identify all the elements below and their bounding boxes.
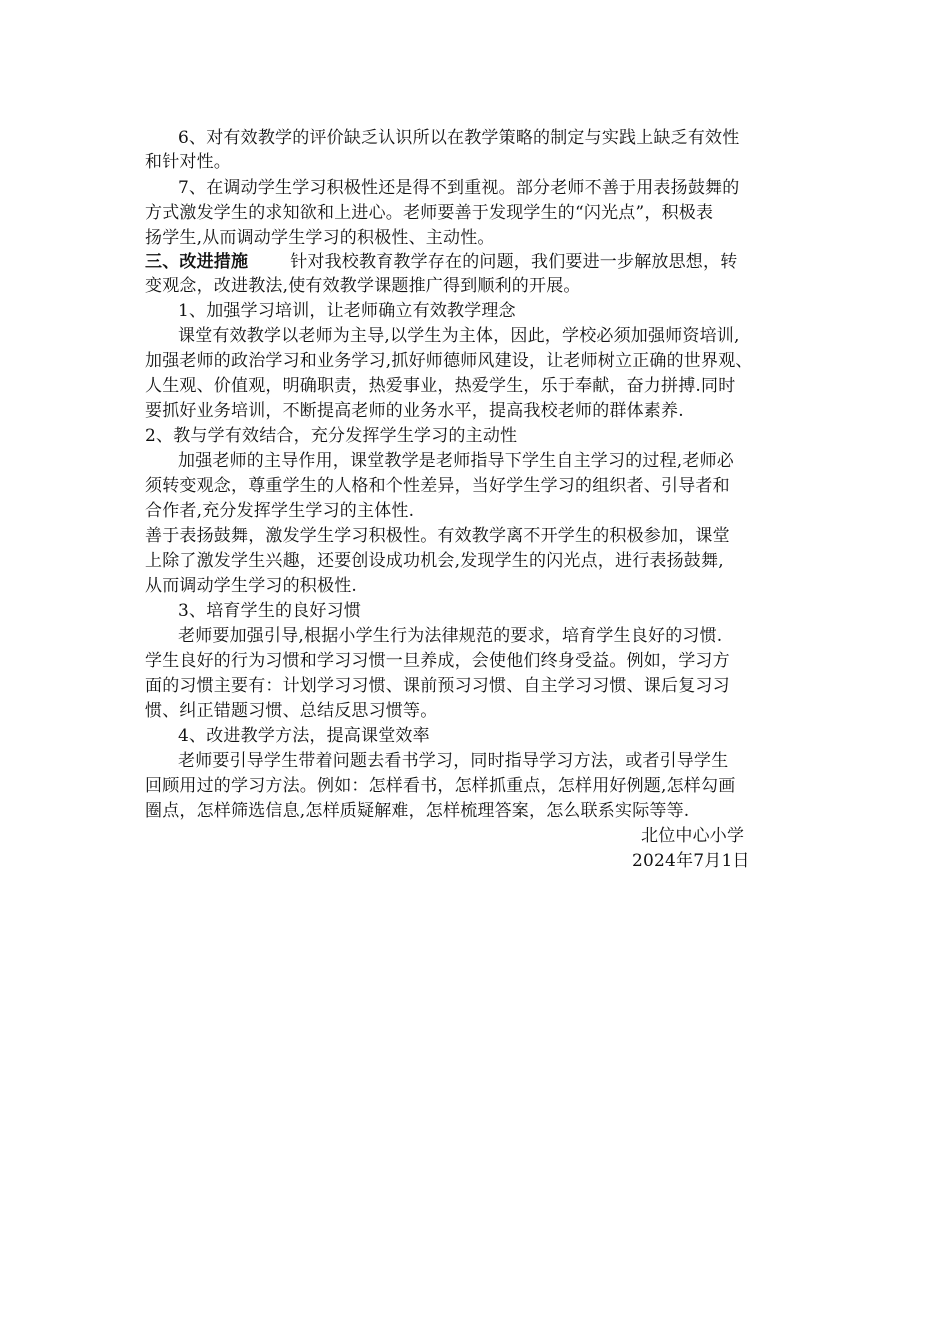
paragraph-line: 合作者,充分发挥学生学习的主体性. (145, 501, 415, 521)
signature-school: 北位中心小学 (641, 826, 745, 846)
paragraph-line: 加强老师的主导作用，课堂教学是老师指导下学生自主学习的过程,老师必 (178, 451, 735, 471)
paragraph-line: 圈点，怎样筛选信息,怎样质疑解难，怎样梳理答案，怎么联系实际等等. (145, 801, 690, 821)
paragraph-line: 人生观、价值观，明确职责，热爱事业，热爱学生，乐于奉献，奋力拼搏.同时 (145, 376, 736, 396)
subheading-line: 4、改进教学方法，提高课堂效率 (178, 726, 430, 746)
subheading-line: 3、培育学生的良好习惯 (178, 601, 362, 621)
paragraph-line: 加强老师的政治学习和业务学习,抓好师德师风建设，让老师树立正确的世界观、 (145, 351, 753, 371)
subheading-line: 1、加强学习培训，让老师确立有效教学理念 (178, 301, 516, 321)
paragraph-line: 方式激发学生的求知欲和上进心。老师要善于发现学生的“闪光点”，积极表 (145, 203, 714, 223)
paragraph-line: 善于表扬鼓舞，激发学生学习积极性。有效教学离不开学生的积极参加，课堂 (145, 526, 730, 546)
paragraph-line: 惯、纠正错题习惯、总结反思习惯等。 (145, 701, 438, 721)
paragraph-line: 须转变观念，尊重学生的人格和个性差异，当好学生学习的组织者、引导者和 (145, 476, 730, 496)
paragraph-line: 面的习惯主要有：计划学习习惯、课前预习习惯、自主学习习惯、课后复习习 (145, 676, 730, 696)
paragraph-line: 学生良好的行为习惯和学习习惯一旦养成，会使他们终身受益。例如，学习方 (145, 651, 730, 671)
paragraph-line: 要抓好业务培训，不断提高老师的业务水平，提高我校老师的群体素养. (145, 401, 684, 421)
paragraph-line: 从而调动学生学习的积极性. (145, 576, 358, 596)
paragraph-line: 老师要加强引导,根据小学生行为法律规范的要求，培育学生良好的习惯. (178, 626, 723, 646)
paragraph-line: 上除了激发学生兴趣，还要创设成功机会,发现学生的闪光点，进行表扬鼓舞, (145, 551, 724, 571)
paragraph-line: 7、在调动学生学习积极性还是得不到重视。部分老师不善于用表扬鼓舞的 (178, 178, 740, 198)
signature-date: 2024年7月1日 (632, 851, 750, 871)
paragraph-line: 和针对性。 (145, 152, 231, 172)
section-heading: 三、改进措施 (145, 252, 249, 272)
paragraph-line: 扬学生,从而调动学生学习的积极性、主动性。 (145, 228, 495, 248)
paragraph-line: 老师要引导学生带着问题去看书学习，同时指导学习方法，或者引导学生 (178, 751, 729, 771)
paragraph-text: 针对我校教育教学存在的问题，我们要进一步解放思想，转 (290, 252, 738, 272)
paragraph-line: 6、对有效教学的评价缺乏认识所以在教学策略的制定与实践上缺乏有效性 (178, 128, 740, 148)
paragraph-line: 变观念，改进教法,使有效教学课题推广得到顺利的开展。 (145, 276, 581, 296)
paragraph-line: 回顾用过的学习方法。例如：怎样看书，怎样抓重点，怎样用好例题,怎样勾画 (145, 776, 736, 796)
subheading-line: 2、教与学有效结合，充分发挥学生学习的主动性 (145, 426, 518, 446)
paragraph-line: 课堂有效教学以老师为主导,以学生为主体，因此，学校必须加强师资培训, (178, 326, 740, 346)
section-heading-line (145, 250, 737, 274)
